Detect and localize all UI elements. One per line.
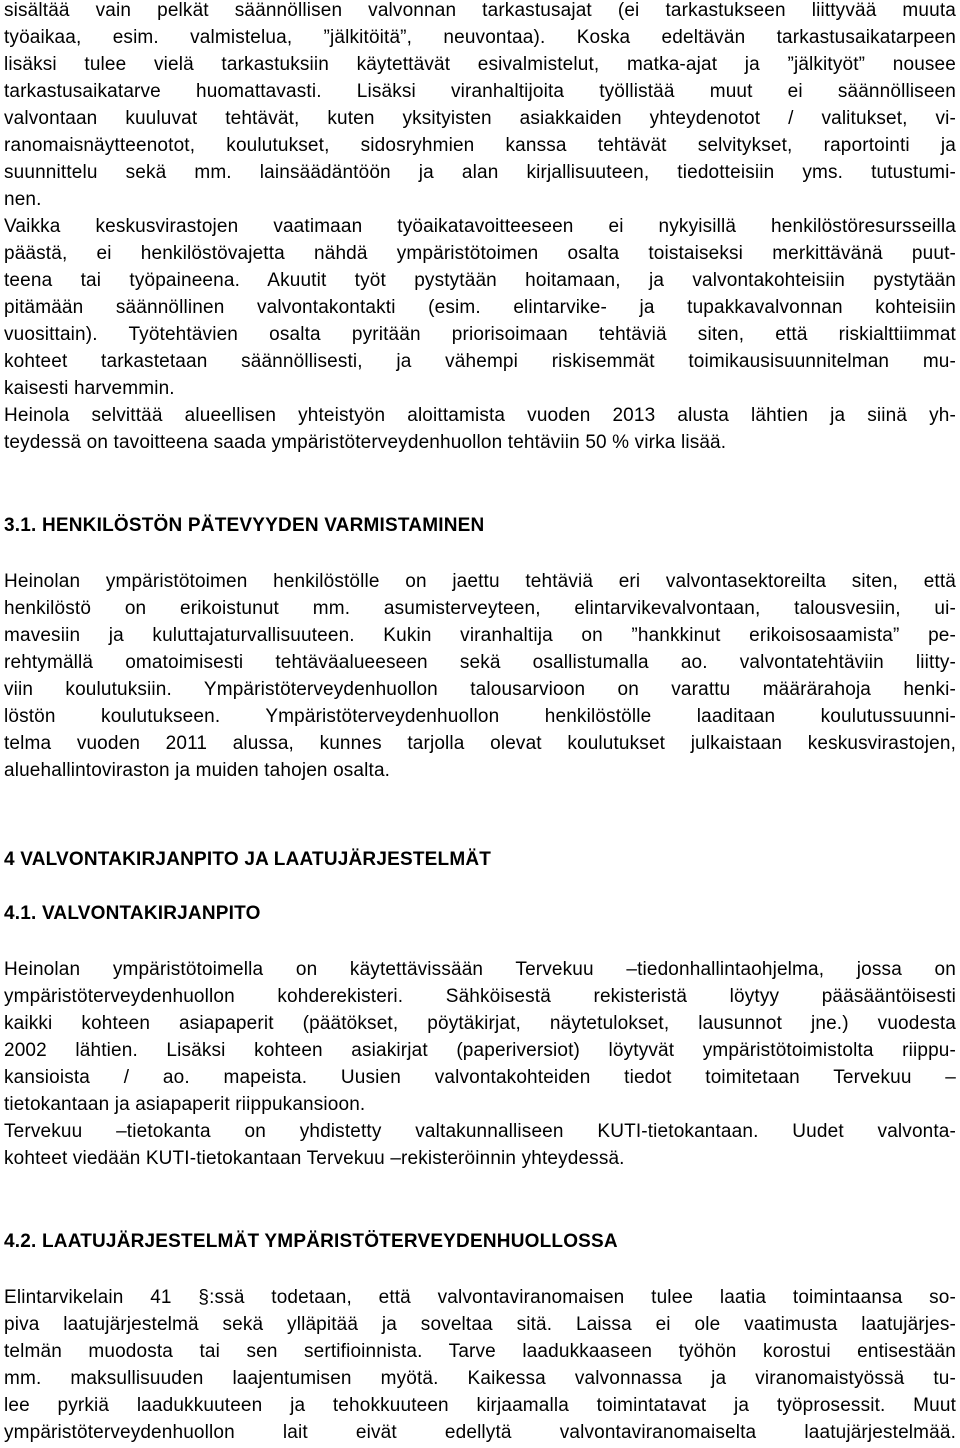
section-heading-4-1: 4.1. VALVONTAKIRJANPITO [4,903,261,924]
section-heading-3-1: 3.1. HENKILÖSTÖN PÄTEVYYDEN VARMISTAMINEN [4,515,485,536]
text-line: ympäristöterveydenhuollon lait eivät edellytä valvontaviranomaiselta laatujärjestelmää. [4,1422,956,1443]
text-line: sisältää vain pelkät säännöllisen valvonnan tarkastusajat (ei tarkastukseen liittyvää muuta [4,0,956,21]
text-line: aluehallintoviraston ja muiden tahojen osalta. [4,760,391,781]
text-line: kaisesti harvemmin. [4,378,175,399]
text-line: Tervekuu –tietokanta on yhdistetty valtakunnalliseen KUTI-tietokantaan. Uudet valvonta- [4,1121,956,1142]
text-line: kaikki kohteen asiapaperit (päätökset, pöytäkirjat, näytetulokset, lausunnot jne.) vuodesta [4,1013,956,1034]
text-line: viin koulutuksiin. Ympäristöterveydenhuollon talousarvioon on varattu määrärahoja henki- [4,679,956,700]
text-line: Heinolan ympäristötoimella on käytettävissään Tervekuu –tiedonhallintaohjelma, jossa on [4,959,956,980]
text-line: Elintarvikelain 41 §:ssä todetaan, että valvontaviranomaisen tulee laatia toimintaansa so- [4,1287,956,1308]
text-line: suunnittelu sekä mm. lainsäädäntöön ja alan kirjallisuuteen, tiedotteisiin yms. tutustumi- [4,162,956,183]
text-line: teena tai työpaineena. Akuutit työt pystytään hoitamaan, ja valvontakohteisiin pystytään [4,270,956,291]
text-line: kohteet viedään KUTI-tietokantaan Tervekuu –rekisteröinnin yhteydessä. [4,1148,625,1169]
section-heading-4-2: 4.2. LAATUJÄRJESTELMÄT YMPÄRISTÖTERVEYDENHUOLLOSSA [4,1231,618,1252]
text-line: tietokantaan ja asiapaperit riippukansioon. [4,1094,366,1115]
text-line: telma vuoden 2011 alussa, kunnes tarjolla olevat koulutukset julkaistaan keskusvirastojen, [4,733,956,754]
text-line: teydessä on tavoitteena saada ympäristöterveydenhuollon tehtäviin 50 % virka lisää. [4,432,727,453]
text-line: nen. [4,189,42,210]
text-line: valvontaan kuuluvat tehtävät, kuten yksityisten asiakkaiden yhteydenotot / valitukset, vi- [4,108,956,129]
text-line: piva laatujärjestelmä sekä ylläpitää ja soveltaa sitä. Laissa ei ole vaatimusta laatujärjes- [4,1314,956,1335]
text-line: Heinola selvittää alueellisen yhteistyön aloittamista vuoden 2013 alusta lähtien ja siinä yh- [4,405,956,426]
text-line: henkilöstö on erikoistunut mm. asumisterveyteen, elintarvikevalvontaan, talousvesiin, ui- [4,598,956,619]
text-line: lisäksi tulee vielä tarkastuksiin käytettävät esivalmistelut, matka-ajat ja ”jälkityöt” nousee [4,54,956,75]
text-line: tarkastusaikatarve huomattavasti. Lisäksi viranhaltijoita työllistää muut ei säännölliseen [4,81,956,102]
text-line: telmän muodosta tai sen sertifioinnista. Tarve laadukkaaseen työhön korostui entisestään [4,1341,956,1362]
text-line: ranomaisnäytteenotot, koulutukset, sidosryhmien kanssa tehtävät selvitykset, raportointi ja [4,135,956,156]
section-heading-4: 4 VALVONTAKIRJANPITO JA LAATUJÄRJESTELMÄT [4,849,492,870]
text-line: vuosittain). Työtehtävien osalta pyritään priorisoimaan tehtäviä siten, että riskialttiimmat [4,324,956,345]
text-line: kohteet tarkastetaan säännöllisesti, ja vähempi riskisemmät toimikausisuunnitelman mu- [4,351,956,372]
text-line: 2002 lähtien. Lisäksi kohteen asiakirjat (paperiversiot) löytyvät ympäristötoimistolta riippu- [4,1040,956,1061]
text-line: mm. maksullisuuden laajentumisen myötä. Kaikessa valvonnassa ja viranomaistyössä tu- [4,1368,956,1389]
text-line: kansioista / ao. mapeista. Uusien valvontakohteiden tiedot toimitetaan Tervekuu – [4,1067,956,1088]
text-line: pitämään säännöllinen valvontakontakti (esim. elintarvike- ja tupakkavalvonnan kohteisiin [4,297,956,318]
text-line: ympäristöterveydenhuollon kohderekisteri. Sähköisestä rekisteristä löytyy pääsääntöisesti [4,986,956,1007]
text-line: päästä, ei henkilöstövajetta nähdä ympäristötoimen osalta toistaiseksi merkittävänä puut- [4,243,956,264]
text-line: löstön koulutukseen. Ympäristöterveydenhuollon henkilöstölle laaditaan koulutussuunni- [4,706,956,727]
text-line: rehtymällä omatoimisesti tehtäväalueeseen sekä osallistumalla ao. valvontatehtäviin liitty- [4,652,956,673]
text-line: lee pyrkiä laadukkuuteen ja tehokkuuteen kirjaamalla toimintatavat ja työprosessit. Muut [4,1395,956,1416]
text-line: Heinolan ympäristötoimen henkilöstölle on jaettu tehtäviä eri valvontasektoreilta siten, että [4,571,956,592]
text-line: työaikaa, esim. valmistelua, ”jälkitöitä”, neuvontaa). Koska edeltävän tarkastusaikatarpeen [4,27,956,48]
text-line: Vaikka keskusvirastojen vaatimaan työaikatavoitteeseen ei nykyisillä henkilöstöresursseilla [4,216,956,237]
text-line: mavesiin ja kuluttajaturvallisuuteen. Kukin viranhaltija on ”hankkinut erikoisosaamista” pe- [4,625,956,646]
